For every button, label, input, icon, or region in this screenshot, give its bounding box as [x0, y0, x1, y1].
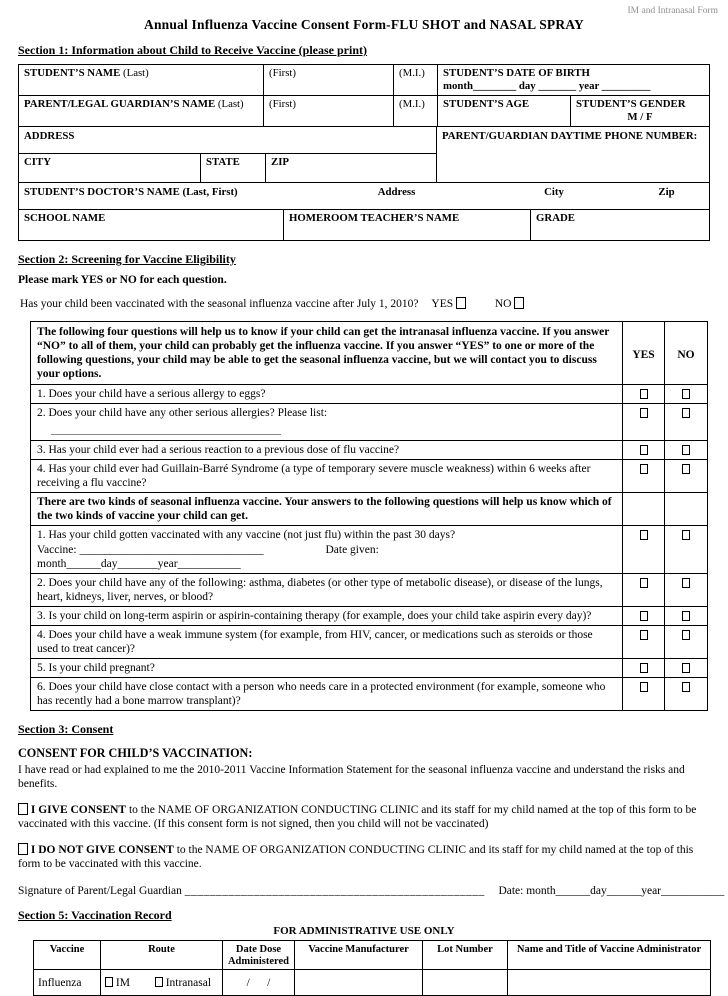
doctor-name-label: STUDENT’S DOCTOR’S NAME (Last, First) [24, 186, 238, 198]
first-label: (First) [269, 67, 296, 79]
no-checkbox[interactable] [682, 445, 690, 455]
no-checkbox[interactable] [682, 611, 690, 621]
yes-checkbox[interactable] [640, 445, 648, 455]
date-dose-column-header: Date Dose Administered [223, 941, 295, 970]
vaccination-record-table [33, 940, 711, 996]
question-row-close-contact [31, 678, 707, 710]
vaccine-column-header: Vaccine [34, 941, 101, 970]
divider-text: There are two kinds of seasonal influenza vaccine. Your answers to the following questions will help us know which of the two kinds of vaccine your child can get. [31, 493, 623, 525]
yes-cell[interactable] [623, 678, 665, 710]
student-name-label: STUDENT’S NAME [24, 67, 121, 79]
phone-label: PARENT/GUARDIAN DAYTIME PHONE NUMBER: [442, 130, 698, 142]
mark-yes-no-instruction: Please mark YES or NO for each question. [18, 274, 227, 286]
no-cell[interactable] [665, 678, 707, 710]
last-label: (Last) [217, 98, 244, 110]
table-header-row [34, 941, 711, 970]
manufacturer-column-header: Vaccine Manufacturer [295, 941, 423, 970]
yes-checkbox[interactable] [640, 663, 648, 673]
yes-checkbox[interactable] [640, 408, 648, 418]
guardian-last-name-field[interactable] [19, 96, 264, 126]
last-label: (Last) [123, 67, 149, 79]
gender-label: STUDENT’S GENDER [576, 98, 686, 110]
screening-intro-text: The following four questions will help us to know if your child can get the intranasal influenza vaccine. If you answer “NO” to all of them, your child can probably get the influenza vaccine. If you answer “YES” to one or more of the following questions, your child may be able to get the seasonal influenza vaccine, but we will contact you to discuss your options. [31, 322, 623, 384]
zip-label: ZIP [271, 156, 289, 168]
lot-number-column-header: Lot Number [423, 941, 508, 970]
date-given-label: Date given: [325, 544, 379, 556]
question-row-immune [31, 626, 707, 659]
no-cell[interactable] [665, 385, 707, 403]
form-title: Annual Influenza Vaccine Consent Form-FLU SHOT and NASAL SPRAY [144, 17, 584, 32]
date-given-blanks[interactable]: month______day_______year___________ [37, 558, 241, 570]
give-consent-text: to the NAME OF ORGANIZATION CONDUCTING CLINIC and its staff for my child named at the top of this form to be vaccinated with this vaccine. (If this consent form is not signed, then you child will not be vaccinated) [18, 804, 697, 830]
yes-checkbox[interactable] [640, 464, 648, 474]
screening-questions-table [30, 321, 708, 711]
city-label: CITY [24, 156, 51, 168]
section5-heading: Section 5: Vaccination Record [18, 908, 172, 922]
table-row [19, 96, 709, 127]
signature-date-blanks[interactable]: Date: month______day______year___________ [498, 885, 725, 897]
guardian-first-name-field[interactable] [264, 96, 394, 126]
yes-label: YES [431, 298, 454, 310]
homeroom-teacher-field[interactable] [284, 210, 531, 240]
state-field[interactable] [201, 154, 266, 182]
no-checkbox[interactable] [682, 682, 690, 692]
grade-label: GRADE [536, 212, 575, 224]
question-row-eggs [31, 385, 707, 404]
yes-checkbox[interactable] [640, 578, 648, 588]
question-text: 4. Does your child have a weak immune system (for example, from HIV, cancer, or medications such as steroids or those used to treat cancer)? [31, 626, 623, 658]
administrator-cell[interactable] [508, 970, 711, 996]
yes-cell[interactable] [623, 460, 665, 492]
no-cell[interactable] [665, 460, 707, 492]
question-row-pregnant [31, 659, 707, 678]
yes-cell[interactable] [623, 659, 665, 677]
yes-checkbox[interactable] [640, 682, 648, 692]
signature-label: Signature of Parent/Legal Guardian [18, 885, 182, 897]
question-text [31, 526, 623, 573]
consent-intro: I have read or had explained to me the 2010-2011 Vaccine Information Statement for the seasonal influenza vaccine and understand the risks and benefits. [18, 764, 685, 790]
school-label: SCHOOL NAME [24, 212, 106, 224]
section1-heading: Section 1: Information about Child to Receive Vaccine (please print) [18, 43, 367, 57]
route-cell [101, 970, 223, 996]
corner-note: IM and Intranasal Form [627, 6, 718, 16]
gender-options[interactable]: M / F [627, 110, 653, 123]
student-last-name-field[interactable] [19, 65, 264, 95]
no-cell[interactable] [665, 626, 707, 658]
give-consent-label: I GIVE CONSENT [30, 804, 127, 816]
grade-field[interactable] [531, 210, 709, 240]
doctor-row[interactable] [19, 183, 709, 210]
guardian-mi-field[interactable] [394, 96, 438, 126]
question-text: 2. Does your child have any of the following: asthma, diabetes (or other type of metabolic disease), or disease of the lungs, heart, kidneys, liver, nerves, or blood? [31, 574, 623, 606]
two-kinds-divider-row [31, 493, 707, 526]
refuse-consent-checkbox[interactable] [18, 843, 28, 855]
question-row-recent-vaccine [31, 526, 707, 574]
question-row-aspirin [31, 607, 707, 626]
vaccine-blank[interactable]: Vaccine: ________________________________ [37, 544, 264, 556]
no-cell-empty [665, 493, 707, 525]
age-label: STUDENT’S AGE [443, 98, 530, 110]
zip-field[interactable] [266, 154, 436, 182]
question-text: 3. Is your child on long-term aspirin or aspirin-containing therapy (for example, does your child take aspirin every day)? [31, 607, 623, 625]
no-cell[interactable] [665, 526, 707, 573]
yes-column-header: YES [623, 322, 665, 384]
give-consent-checkbox[interactable] [18, 803, 28, 815]
administrator-column-header: Name and Title of Vaccine Administrator [508, 941, 711, 970]
please-list-blank[interactable] [51, 433, 281, 435]
section3-heading: Section 3: Consent [18, 722, 114, 736]
yes-checkbox[interactable] [456, 297, 466, 309]
question-text: 4. Has your child ever had Guillain-Barré Syndrome (a type of temporary severe muscle weakness) within 6 weeks after receiving a flu vaccine? [31, 460, 623, 492]
city-field[interactable] [19, 154, 201, 182]
no-checkbox[interactable] [514, 297, 524, 309]
question-row-gbs [31, 460, 707, 493]
question-text: Has your child been vaccinated with the seasonal influenza vaccine after July 1, 2010? [20, 298, 419, 310]
yes-checkbox[interactable] [640, 530, 648, 540]
signature-blank[interactable]: ________________________________________________ [184, 885, 485, 897]
no-checkbox[interactable] [682, 630, 690, 640]
refuse-consent-label: I DO NOT GIVE CONSENT [30, 844, 174, 856]
vaccine-name-cell: Influenza [34, 970, 101, 996]
question-text: 5. Is your child pregnant? [31, 659, 623, 677]
address-field[interactable] [19, 127, 436, 154]
no-checkbox[interactable] [682, 530, 690, 540]
doctor-zip-label: Zip [658, 186, 675, 198]
yes-checkbox[interactable] [640, 630, 648, 640]
yes-cell[interactable] [623, 385, 665, 403]
im-label: IM [115, 976, 130, 989]
no-checkbox[interactable] [682, 663, 690, 673]
doctor-address-label: Address [377, 186, 416, 198]
question-label: 2. Does your child have any other serious allergies? Please list: [37, 407, 328, 419]
mi-label: (M.I.) [399, 98, 425, 110]
question-row-conditions [31, 574, 707, 607]
student-age-field[interactable] [438, 96, 571, 126]
manufacturer-cell[interactable] [295, 970, 423, 996]
question-row-reaction [31, 441, 707, 460]
first-label: (First) [269, 98, 296, 110]
no-column-header: NO [677, 348, 695, 361]
section2-heading: Section 2: Screening for Vaccine Eligibility [18, 252, 236, 266]
question-text [31, 404, 623, 440]
no-cell[interactable] [665, 574, 707, 606]
yes-cell[interactable] [623, 574, 665, 606]
dob-label: STUDENT’S DATE OF BIRTH [443, 67, 590, 79]
give-consent-option [18, 803, 710, 831]
address-phone-rows [19, 127, 709, 183]
signature-row [18, 884, 725, 898]
no-checkbox[interactable] [682, 464, 690, 474]
student-first-name-field[interactable] [264, 65, 394, 95]
date-dose-cell[interactable]: / / [223, 970, 295, 996]
route-column-header: Route [101, 941, 223, 970]
question-text: 6. Does your child have close contact with a person who needs care in a protected environment (for example, someone who has recently had a bone marrow transplant)? [31, 678, 623, 710]
no-checkbox[interactable] [682, 578, 690, 588]
administrative-use-note: FOR ADMINISTRATIVE USE ONLY [273, 925, 455, 937]
question-text: 1. Does your child have a serious allergy to eggs? [31, 385, 623, 403]
no-cell[interactable] [665, 441, 707, 459]
student-gender-field[interactable] [571, 96, 709, 126]
student-dob-field[interactable] [438, 65, 709, 95]
consent-subheading: CONSENT FOR CHILD’S VACCINATION: [18, 746, 253, 760]
no-cell[interactable] [665, 607, 707, 625]
question-row-allergies [31, 404, 707, 441]
refuse-consent-text: to the NAME OF ORGANIZATION CONDUCTING CLINIC and its staff for my child named at the top of this form to be vaccinated with this vaccine. [18, 844, 694, 870]
question-text: 3. Has your child ever had a serious reaction to a previous dose of flu vaccine? [31, 441, 623, 459]
student-info-table [18, 64, 710, 241]
daytime-phone-field[interactable] [437, 127, 709, 182]
teacher-label: HOMEROOM TEACHER’S NAME [289, 212, 460, 224]
question-label: 1. Has your child gotten vaccinated with any vaccine (not just flu) within the past 30 days? [37, 529, 456, 541]
yes-cell[interactable] [623, 607, 665, 625]
yes-cell[interactable] [623, 526, 665, 573]
yes-cell-empty [623, 493, 665, 525]
refuse-consent-option [18, 843, 710, 871]
yes-checkbox[interactable] [640, 389, 648, 399]
lot-number-cell[interactable] [423, 970, 508, 996]
yes-cell[interactable] [623, 404, 665, 440]
state-label: STATE [206, 156, 240, 168]
table-row [19, 65, 709, 96]
dob-month-day-year-blanks[interactable]: month________ day _______ year _________ [443, 79, 651, 92]
student-mi-field[interactable] [394, 65, 438, 95]
intranasal-checkbox[interactable] [155, 977, 163, 987]
prior-vaccination-question [20, 297, 710, 311]
mi-label: (M.I.) [399, 67, 425, 79]
address-label: ADDRESS [24, 130, 75, 142]
no-cell[interactable] [665, 659, 707, 677]
no-checkbox[interactable] [682, 389, 690, 399]
guardian-name-label: PARENT/LEGAL GUARDIAN’S NAME [24, 98, 216, 110]
influenza-record-row [34, 970, 711, 996]
table-header-row [31, 322, 707, 385]
no-cell[interactable] [665, 404, 707, 440]
im-checkbox[interactable] [105, 977, 113, 987]
no-label: NO [494, 298, 512, 310]
doctor-city-label: City [544, 186, 564, 198]
yes-cell[interactable] [623, 441, 665, 459]
yes-cell[interactable] [623, 626, 665, 658]
table-row [19, 210, 709, 240]
table-row [19, 154, 436, 182]
yes-checkbox[interactable] [640, 611, 648, 621]
intranasal-label: Intranasal [165, 976, 212, 989]
school-name-field[interactable] [19, 210, 284, 240]
no-checkbox[interactable] [682, 408, 690, 418]
address-block [19, 127, 437, 182]
